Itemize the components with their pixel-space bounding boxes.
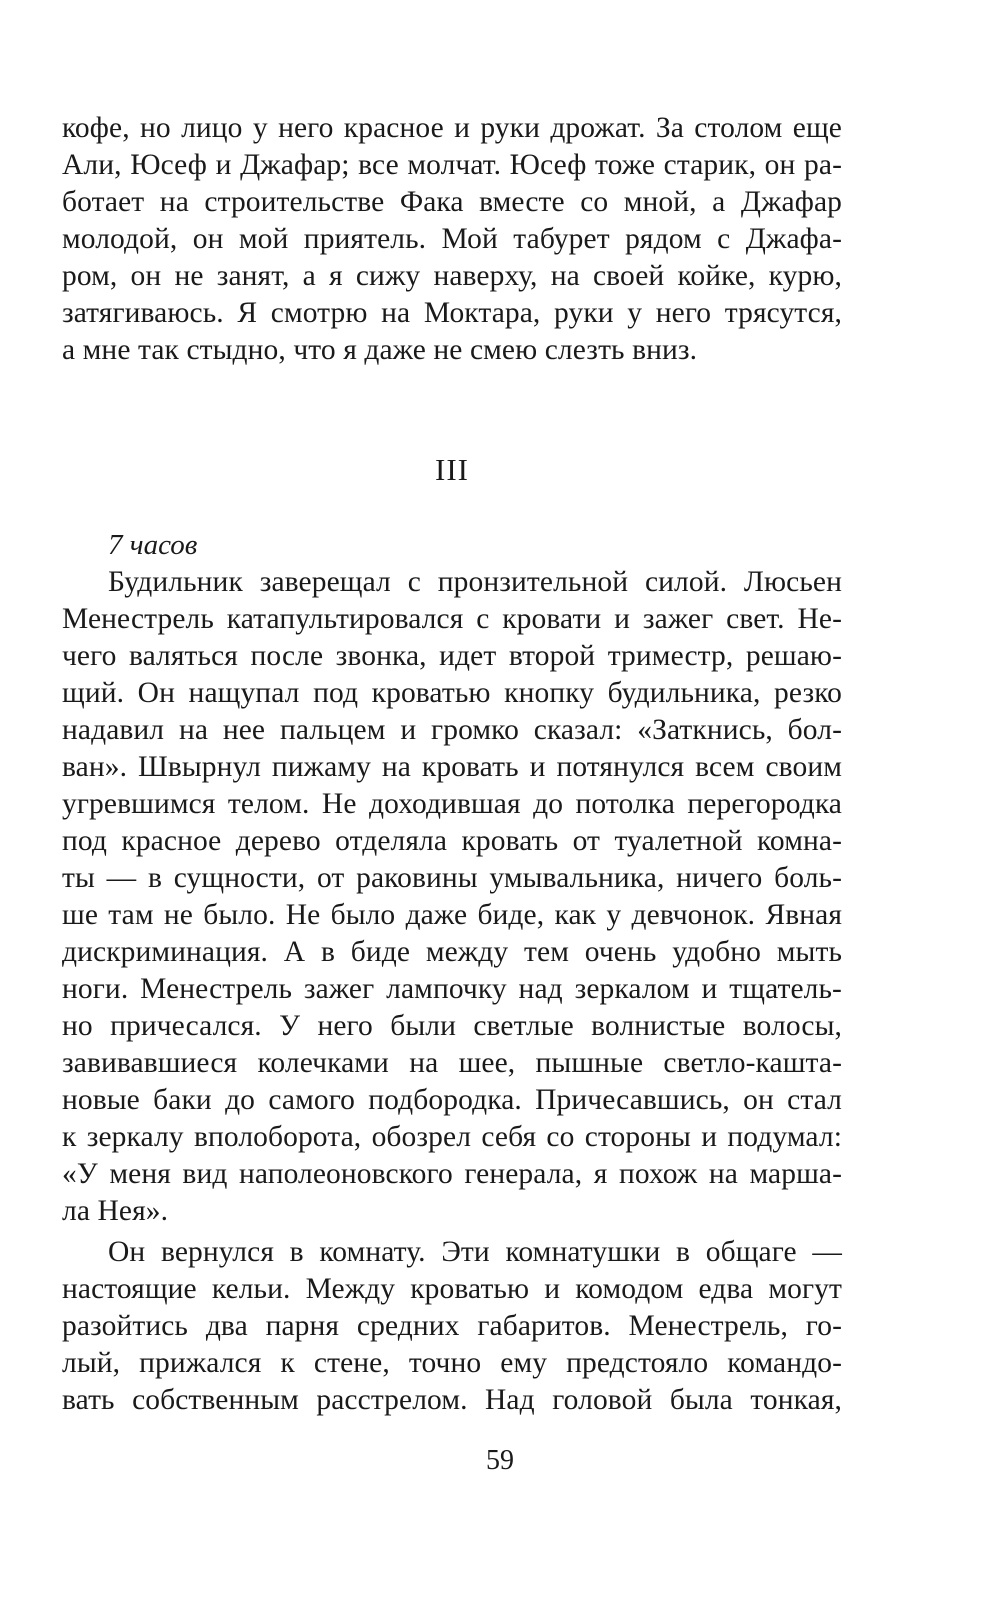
- text-line: угревшимся телом. Не доходившая до потолка перегородка: [62, 788, 842, 820]
- text-line: ботает на строительстве Фака вместе со мной, а Джафар: [62, 186, 842, 218]
- text-line: но причесался. У него были светлые волнистые волосы,: [62, 1010, 842, 1042]
- text-line: ты — в сущности, от раковины умывальника, ничего боль-: [62, 862, 842, 894]
- text-line: щий. Он нащупал под кроватью кнопку будильника, резко: [62, 677, 842, 709]
- paragraph: [62, 564, 842, 1230]
- text-line: новые баки до самого подбородка. Причесавшись, он стал: [62, 1084, 842, 1116]
- text-line: ром, он не занят, а я сижу наверху, на своей койке, курю,: [62, 260, 842, 292]
- time-subheading: 7 часов: [108, 529, 198, 561]
- text-line: а мне так стыдно, что я даже не смею слезть вниз.: [62, 334, 698, 366]
- text-line: ван». Швырнул пижаму на кровать и потянулся всем своим: [62, 751, 842, 783]
- text-line: ла Нея».: [62, 1195, 169, 1227]
- text-line: чего валяться после звонка, идет второй триместр, решаю-: [62, 640, 842, 672]
- page-number: 59: [486, 1445, 514, 1476]
- text-line: дискриминация. А в биде между тем очень удобно мыть: [62, 936, 842, 968]
- text-line: Будильник заверещал с пронзительной силой. Люсьен: [108, 566, 842, 598]
- text-line: настоящие кельи. Между кроватью и комодом едва могут: [62, 1273, 842, 1305]
- text-line: разойтись два парня средних габаритов. Менестрель, го-: [62, 1310, 842, 1342]
- paragraph: [62, 1234, 842, 1419]
- text-line: молодой, он мой приятель. Мой табурет рядом с Джафа-: [62, 223, 842, 255]
- page-body: [62, 110, 842, 1416]
- text-line: кофе, но лицо у него красное и руки дрожат. За столом еще: [62, 112, 842, 144]
- text-line: ше там не было. Не было даже биде, как у девчонок. Явная: [62, 899, 842, 931]
- text-line: завивавшиеся колечками на шее, пышные светло-кашта-: [62, 1047, 842, 1079]
- text-line: под красное дерево отделяла кровать от туалетной комна-: [62, 825, 842, 857]
- text-line: Али, Юсеф и Джафар; все молчат. Юсеф тоже старик, он ра-: [62, 149, 842, 181]
- text-line: ноги. Менестрель зажег лампочку над зеркалом и тщатель-: [62, 973, 842, 1005]
- chapter-body: [62, 564, 842, 1419]
- text-line: Менестрель катапультировался с кровати и зажег свет. Не-: [62, 603, 842, 635]
- chapter-heading: III: [435, 452, 469, 487]
- text-line: лый, прижался к стене, точно ему предстояло командо-: [62, 1347, 842, 1379]
- text-line: к зеркалу вполоборота, обозрел себя со стороны и подумал:: [62, 1121, 842, 1153]
- paragraph-continued: [62, 110, 842, 369]
- text-line: затягиваюсь. Я смотрю на Моктара, руки у него трясутся,: [62, 297, 842, 329]
- text-line: «У меня вид наполеоновского генерала, я похож на марша-: [62, 1158, 842, 1190]
- text-line: Он вернулся в комнату. Эти комнатушки в общаге —: [108, 1236, 842, 1268]
- text-line: вать собственным расстрелом. Над головой была тонкая,: [62, 1384, 842, 1416]
- text-line: надавил на нее пальцем и громко сказал: «Заткнись, бол-: [62, 714, 842, 746]
